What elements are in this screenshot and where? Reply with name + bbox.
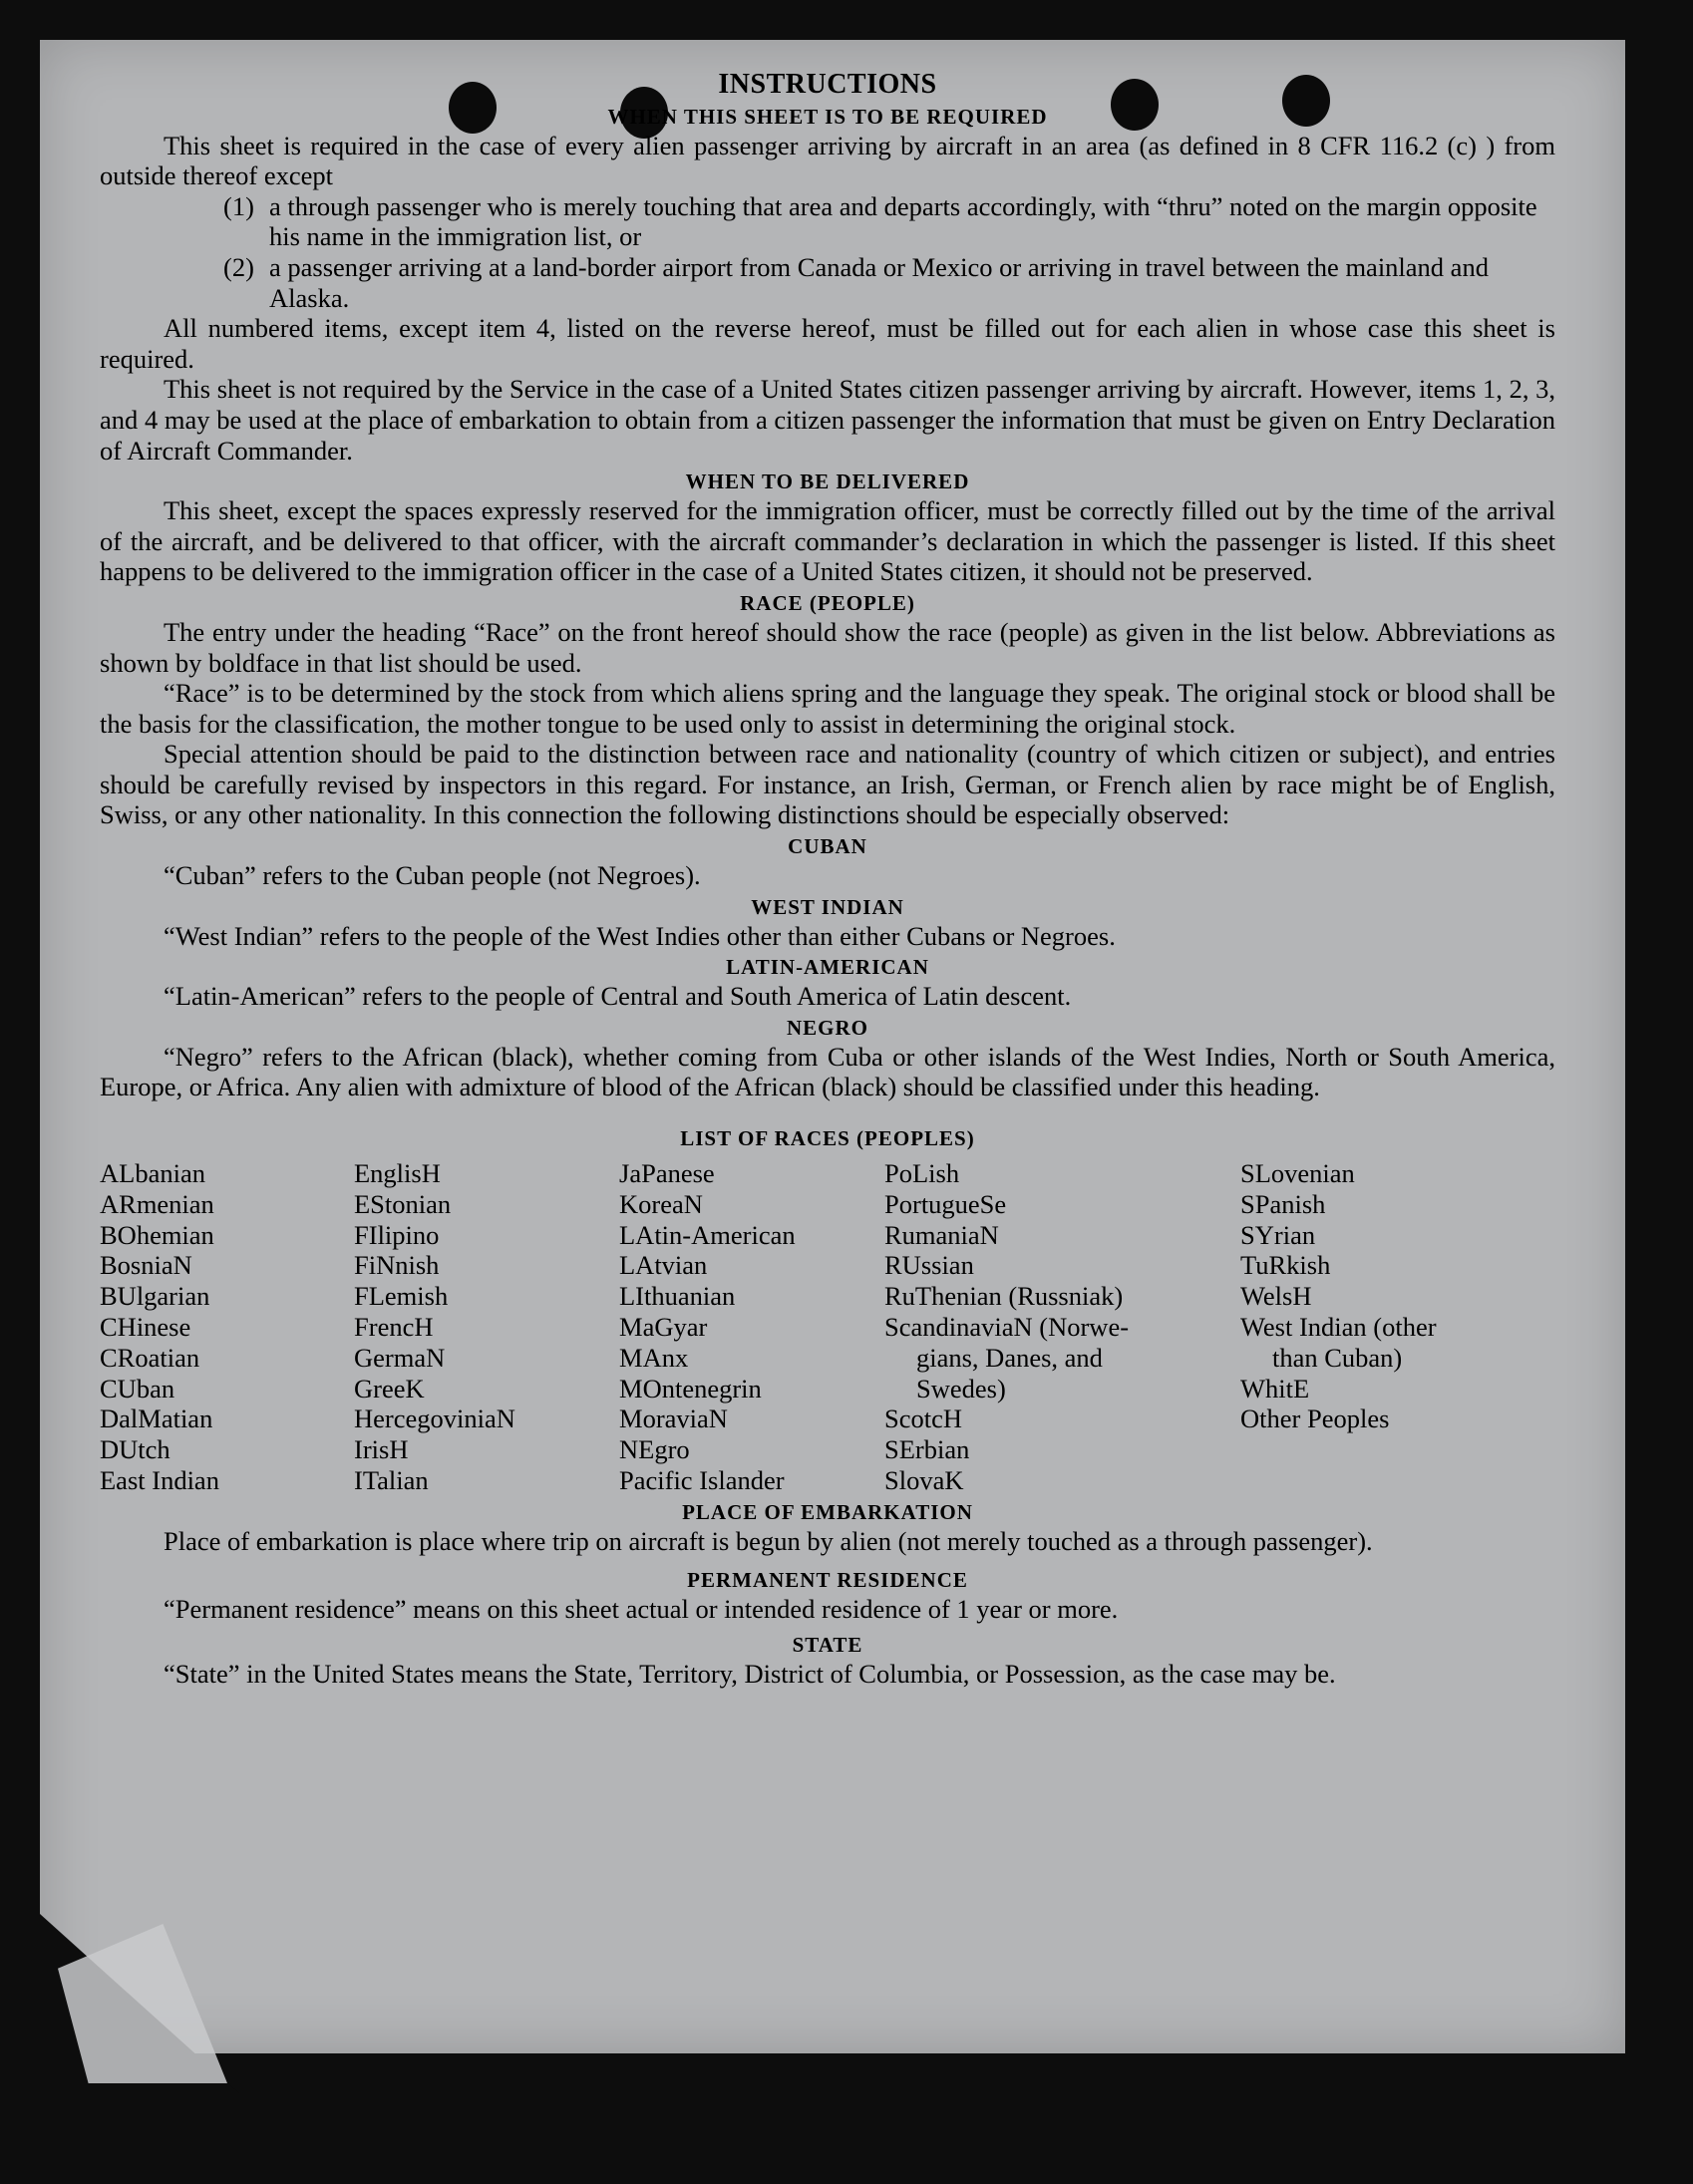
race-entry: GermaN	[354, 1342, 446, 1373]
race-entry-continued: Swedes)	[916, 1373, 1006, 1404]
race-entry: RumaniaN	[884, 1219, 999, 1250]
races-list	[100, 1158, 1555, 1496]
race-entry: CUban	[100, 1373, 175, 1404]
paragraph-race-3: Special attention should be paid to the distinction between race and nationality (country of which citizen or subject), and entries should be carefully revised by inspectors in this regard. For instance, an Irish, German, or French alien by race might be of English, Swiss, or any other nationality. In this connection the following distinctions should be especially observed:	[100, 739, 1555, 830]
paragraph-delivery: This sheet, except the spaces expressly reserved for the immigration officer, must be correctly filled out by the time of the arrival of the aircraft, and be delivered to that officer, with the aircraft commander’s declaration in which the passenger is listed. If this sheet happens to be delivered to the immigration officer in the case of a United States citizen, it should not be preserved.	[100, 495, 1555, 587]
heading-cuban: CUBAN	[788, 834, 867, 859]
race-entry: BosniaN	[100, 1250, 192, 1281]
heading-when-delivered: WHEN TO BE DELIVERED	[685, 469, 970, 494]
exception-text: a passenger arriving at a land-border airport from Canada or Mexico or arriving in travel between the mainland and Alaska.	[269, 251, 1489, 313]
race-entry-continued: gians, Danes, and	[916, 1342, 1103, 1373]
exception-text: a through passenger who is merely touching that area and departs accordingly, with “thru” noted on the margin opposite his name in the immigration list, or	[269, 190, 1537, 252]
race-entry: SYrian	[1240, 1219, 1316, 1250]
heading-list-of-races: LIST OF RACES (PEOPLES)	[680, 1126, 975, 1151]
race-entry: SPanish	[1240, 1188, 1326, 1219]
race-entry: WelsH	[1240, 1281, 1312, 1312]
race-entry: PortugueSe	[884, 1188, 1007, 1219]
race-entry: SErbian	[884, 1434, 970, 1465]
races-column	[1240, 1158, 1539, 1496]
race-entry: West Indian (other	[1240, 1312, 1437, 1343]
race-entry: TuRkish	[1240, 1250, 1331, 1281]
paragraph-embarkation: Place of embarkation is place where trip on aircraft is begun by alien (not merely touched as a through passenger).	[164, 1525, 1373, 1556]
races-column	[354, 1158, 619, 1496]
race-entry: KoreaN	[619, 1188, 703, 1219]
paragraph-west-indian: “West Indian” refers to the people of the West Indies other than either Cubans or Negroes.	[164, 920, 1116, 951]
heading-race: RACE (PEOPLE)	[740, 590, 915, 615]
heading-state: STATE	[792, 1632, 863, 1657]
race-entry-continued: than Cuban)	[1272, 1342, 1403, 1373]
races-column	[100, 1158, 354, 1496]
folded-corner	[58, 1924, 227, 2083]
race-entry: DUtch	[100, 1434, 170, 1465]
races-column	[619, 1158, 884, 1496]
race-entry: ScandinaviaN (Norwe-	[884, 1312, 1130, 1343]
paragraph-intro: This sheet is required in the case of every alien passenger arriving by aircraft in an area (as defined in 8 CFR 116.2 (c) ) from outside thereof except	[100, 130, 1555, 191]
race-entry: PoLish	[884, 1158, 960, 1189]
race-entry: ITalian	[354, 1465, 429, 1495]
paragraph-cuban: “Cuban” refers to the Cuban people (not Negroes).	[164, 860, 701, 891]
paragraph-residence: “Permanent residence” means on this sheet actual or intended residence of 1 year or more.	[164, 1594, 1119, 1625]
exception-number: (1)	[223, 190, 254, 221]
race-entry: LAtvian	[619, 1250, 708, 1281]
race-entry: LAtin-American	[619, 1219, 796, 1250]
race-entry: NEgro	[619, 1434, 690, 1465]
race-entry: HercegoviniaN	[354, 1404, 515, 1434]
race-entry: BUlgarian	[100, 1281, 210, 1312]
race-entry: CHinese	[100, 1312, 191, 1343]
race-entry: GreeK	[354, 1373, 425, 1404]
heading-residence: PERMANENT RESIDENCE	[687, 1568, 968, 1593]
heading-negro: NEGRO	[786, 1015, 868, 1040]
race-entry: EnglisH	[354, 1158, 441, 1189]
races-column	[884, 1158, 1240, 1496]
document-content	[100, 70, 1555, 1690]
exception-item	[100, 252, 1555, 313]
paragraph-citizen: This sheet is not required by the Service in the case of a United States citizen passenger arriving by aircraft. However, items 1, 2, 3, and 4 may be used at the place of embarkation to obtain from a citizen passenger the information that must be given on Entry Declaration of Aircraft Commander.	[100, 374, 1555, 466]
paragraph-numbered-items: All numbered items, except item 4, listed on the reverse hereof, must be filled out for each alien in whose case this sheet is required.	[100, 313, 1555, 374]
race-entry: FLemish	[354, 1281, 449, 1312]
race-entry: LIthuanian	[619, 1281, 736, 1312]
race-entry: JaPanese	[619, 1158, 715, 1189]
race-entry: DalMatian	[100, 1404, 213, 1434]
race-entry: ALbanian	[100, 1158, 205, 1189]
race-entry: EStonian	[354, 1188, 452, 1219]
race-entry: East Indian	[100, 1465, 219, 1495]
paragraph-race-1: The entry under the heading “Race” on the front hereof should show the race (people) as given in the list below. Abbreviations as shown by boldface in that list should be used.	[100, 616, 1555, 678]
race-entry: FrencH	[354, 1312, 434, 1343]
exception-item	[100, 191, 1555, 252]
race-entry: RUssian	[884, 1250, 974, 1281]
paragraph-race-2: “Race” is to be determined by the stock from which aliens spring and the language they speak. The original stock or blood shall be the basis for the classification, the mother tongue to be used only to assist in determining the original stock.	[100, 678, 1555, 739]
race-entry: FIlipino	[354, 1219, 440, 1250]
race-entry: IrisH	[354, 1434, 409, 1465]
heading-when-required: WHEN THIS SHEET IS TO BE REQUIRED	[607, 104, 1048, 129]
race-entry: MOntenegrin	[619, 1373, 762, 1404]
exception-number: (2)	[223, 251, 254, 282]
race-entry: Pacific Islander	[619, 1465, 785, 1495]
race-entry: SlovaK	[884, 1465, 964, 1495]
race-entry: WhitE	[1240, 1373, 1310, 1404]
race-entry: MAnx	[619, 1342, 689, 1373]
paragraph-latin-american: “Latin-American” refers to the people of Central and South America of Latin descent.	[164, 981, 1072, 1012]
race-entry: SLovenian	[1240, 1158, 1355, 1189]
race-entry: MaGyar	[619, 1312, 708, 1343]
race-entry: ARmenian	[100, 1188, 214, 1219]
race-entry: MoraviaN	[619, 1404, 728, 1434]
heading-latin-american: LATIN-AMERICAN	[726, 955, 929, 980]
heading-west-indian: WEST INDIAN	[751, 894, 904, 919]
race-entry: FiNnish	[354, 1250, 440, 1281]
race-entry: RuThenian (Russniak)	[884, 1281, 1124, 1312]
race-entry: CRoatian	[100, 1342, 200, 1373]
paragraph-negro: “Negro” refers to the African (black), whether coming from Cuba or other islands of the West Indies, North or South America, Europe, or Africa. Any alien with admixture of blood of the African (black) should be classified under this heading.	[100, 1041, 1555, 1102]
heading-embarkation: PLACE OF EMBARKATION	[682, 1499, 973, 1524]
race-entry: ScotcH	[884, 1404, 963, 1434]
race-entry: Other Peoples	[1240, 1404, 1390, 1434]
race-entry: BOhemian	[100, 1219, 214, 1250]
page-title: INSTRUCTIONS	[718, 69, 937, 100]
paragraph-state: “State” in the United States means the State, Territory, District of Columbia, or Possession, as the case may be.	[164, 1658, 1336, 1689]
